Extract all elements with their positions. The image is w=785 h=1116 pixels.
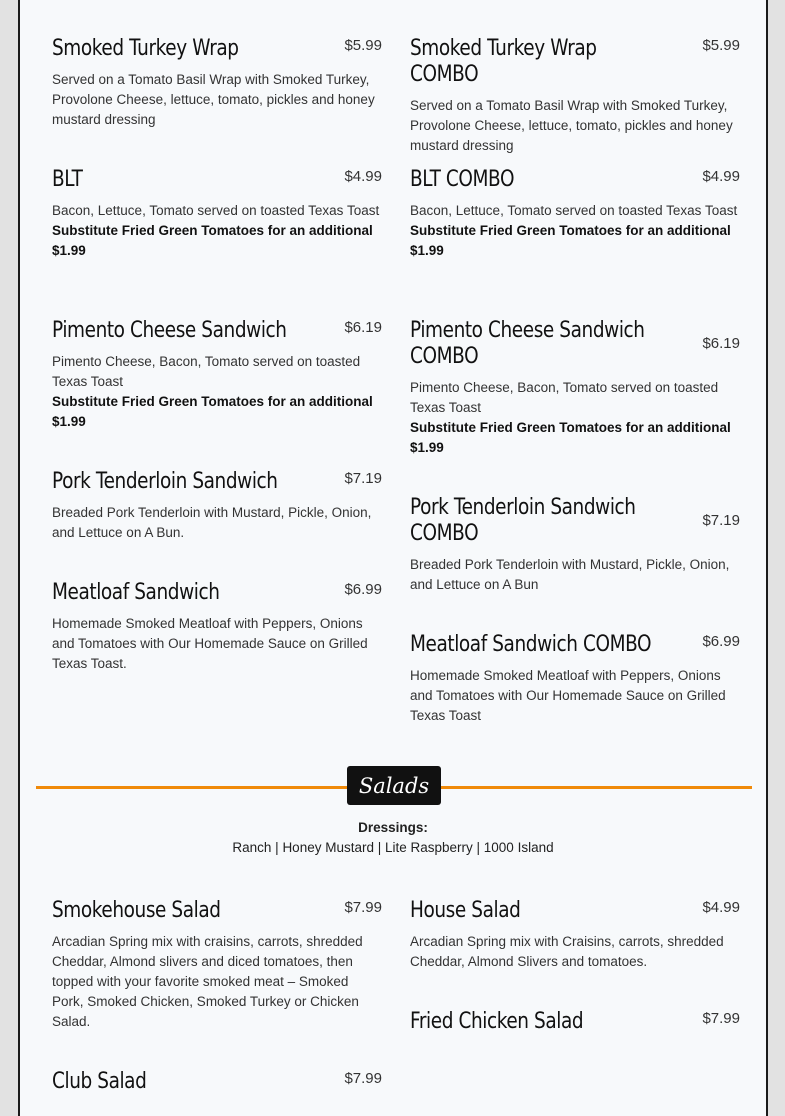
menu-item	[410, 36, 740, 156]
item-price: $4.99	[702, 899, 740, 916]
item-description: Bacon, Lettuce, Tomato served on toasted Texas Toast	[52, 203, 380, 218]
item-name: Club Salad	[52, 1069, 147, 1094]
item-description: Breaded Pork Tenderloin with Mustard, Pickle, Onion, and Lettuce on A Bun.	[52, 505, 372, 540]
item-substitution-note: Substitute Fried Green Tomatoes for an additional $1.99	[52, 223, 373, 258]
menu-item	[410, 318, 740, 458]
item-substitution-note: Substitute Fried Green Tomatoes for an additional $1.99	[410, 420, 731, 455]
item-price: $7.19	[344, 470, 382, 487]
item-name: Smoked Turkey Wrap COMBO	[410, 36, 597, 87]
item-price: $6.19	[344, 319, 382, 336]
menu-item	[410, 167, 740, 261]
item-price: $6.19	[702, 335, 740, 352]
item-substitution-note: Substitute Fried Green Tomatoes for an additional $1.99	[410, 223, 731, 258]
item-name: BLT	[52, 167, 83, 192]
section-title-salads: Salads	[347, 766, 441, 805]
item-substitution-note: Substitute Fried Green Tomatoes for an additional $1.99	[52, 394, 373, 429]
item-name: Fried Chicken Salad	[410, 1009, 584, 1034]
menu-item	[52, 167, 382, 261]
menu-item	[52, 580, 382, 674]
dressings-label: Dressings:	[358, 820, 428, 835]
item-price: $5.99	[702, 37, 740, 54]
item-description: Served on a Tomato Basil Wrap with Smoked Turkey, Provolone Cheese, lettuce, tomato, pickles and honey mustard dressing	[410, 98, 733, 153]
item-description: Bacon, Lettuce, Tomato served on toasted Texas Toast	[410, 203, 738, 218]
item-price: $7.99	[702, 1010, 740, 1027]
menu-item	[52, 318, 382, 432]
item-price: $4.99	[702, 168, 740, 185]
item-price: $6.99	[344, 581, 382, 598]
menu-item	[52, 898, 382, 1032]
menu-item	[52, 36, 382, 130]
menu-item	[410, 898, 740, 972]
dressings-info	[20, 818, 766, 858]
item-description: Arcadian Spring mix with craisins, carrots, shredded Cheddar, Almond slivers and diced tomatoes, then topped with your favorite smoked meat – Smoked Pork, Smoked Chicken, Smoked Turkey or Chicken Salad.	[52, 934, 363, 1029]
menu-item	[410, 495, 740, 595]
item-name: BLT COMBO	[410, 167, 515, 192]
item-description: Homemade Smoked Meatloaf with Peppers, Onions and Tomatoes with Our Homemade Sauce on Grilled Texas Toast.	[52, 616, 368, 671]
item-description: Pimento Cheese, Bacon, Tomato served on toasted Texas Toast	[52, 354, 361, 389]
menu-item	[410, 632, 740, 726]
item-description: Pimento Cheese, Bacon, Tomato served on toasted Texas Toast	[410, 380, 719, 415]
item-name: Pimento Cheese Sandwich COMBO	[410, 318, 645, 369]
item-price: $7.99	[344, 1070, 382, 1087]
item-name: House Salad	[410, 898, 521, 923]
item-description: Homemade Smoked Meatloaf with Peppers, Onions and Tomatoes with Our Homemade Sauce on Grilled Texas Toast	[410, 668, 726, 723]
item-name: Pork Tenderloin Sandwich COMBO	[410, 495, 636, 546]
item-name: Pimento Cheese Sandwich	[52, 318, 287, 343]
dressings-list: Ranch | Honey Mustard | Lite Raspberry | 1000 Island	[232, 840, 554, 855]
menu-item	[52, 469, 382, 543]
menu-item	[410, 1009, 740, 1035]
item-description: Served on a Tomato Basil Wrap with Smoked Turkey, Provolone Cheese, lettuce, tomato, pickles and honey mustard dressing	[52, 72, 375, 127]
item-name: Smokehouse Salad	[52, 898, 221, 923]
menu-item	[52, 1069, 382, 1095]
item-price: $7.19	[702, 512, 740, 529]
item-price: $6.99	[702, 633, 740, 650]
item-description: Breaded Pork Tenderloin with Mustard, Pickle, Onion, and Lettuce on A Bun	[410, 557, 730, 592]
item-description: Arcadian Spring mix with Craisins, carrots, shredded Cheddar, Almond Slivers and tomatoes.	[410, 934, 724, 969]
menu-page	[18, 0, 768, 1116]
item-name: Smoked Turkey Wrap	[52, 36, 239, 61]
item-price: $4.99	[344, 168, 382, 185]
item-name: Pork Tenderloin Sandwich	[52, 469, 278, 494]
item-name: Meatloaf Sandwich COMBO	[410, 632, 652, 657]
item-name: Meatloaf Sandwich	[52, 580, 220, 605]
item-price: $7.99	[344, 899, 382, 916]
item-price: $5.99	[344, 37, 382, 54]
